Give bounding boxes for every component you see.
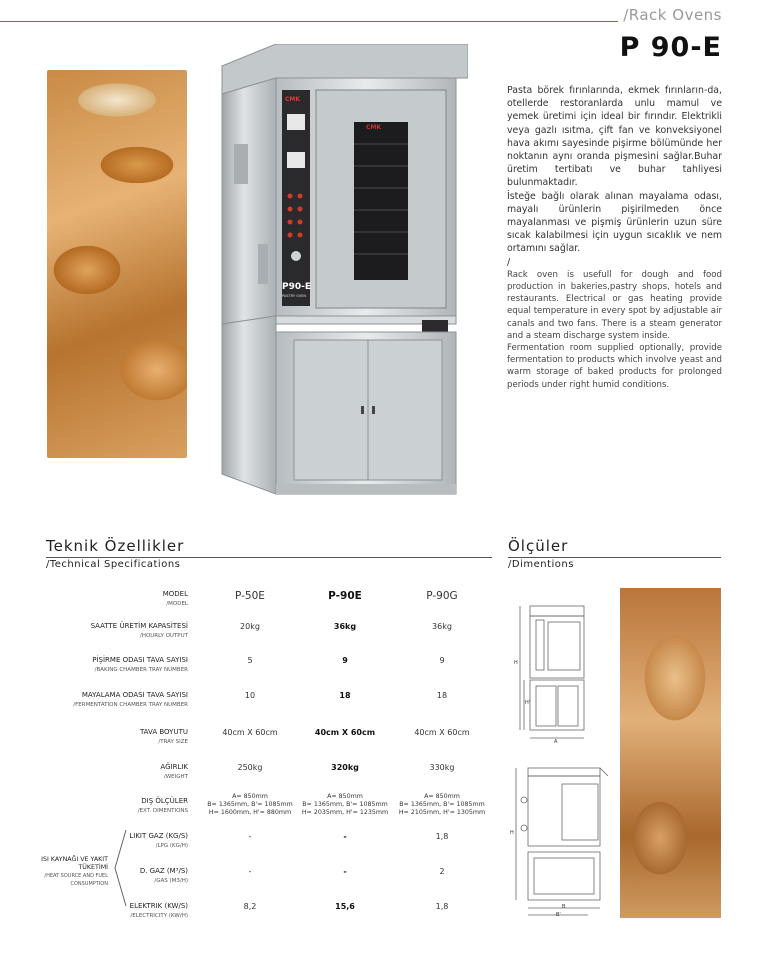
row-label-en: /TRAY SIZE	[158, 739, 188, 745]
row-label-en: /FERMENTATION CHAMBER TRAY NUMBER	[73, 702, 188, 708]
row-label: AĞIRLIK	[160, 763, 188, 771]
dim-label-bp: B'	[556, 912, 561, 918]
row-label: LIKIT GAZ (KG/S)	[129, 832, 188, 840]
row-label-en: /BAKING CHAMBER TRAY NUMBER	[94, 667, 188, 673]
tech-title: Teknik Özellikler	[46, 537, 185, 555]
row-label: ELEKTRIK (KW/S)	[129, 902, 188, 910]
row-label: SAATTE ÜRETİM KAPASİTESİ	[90, 622, 188, 630]
cell: P-90G	[426, 590, 458, 602]
row-label: MAYALAMA ODASI TAVA SAYISI	[81, 691, 188, 699]
cell: 250kg	[237, 763, 263, 772]
dim-label-a: A	[554, 739, 558, 745]
cell: A= 850mm B= 1365mm, B'= 1085mm H= 2035mm, H'= 1235mm	[301, 793, 389, 816]
cell: P-50E	[235, 590, 265, 602]
description-tr-2: İsteğe bağlı olarak alınan mayalama odası, mayalı ürünlerin pişirilmeden önce mayalanması ve pişmiş ürünlerin uzun süre sıcak kalabilmesi için uygun sıcaklık ve nem ortamını sağlar.	[507, 190, 722, 255]
cell: 36kg	[333, 622, 357, 631]
cell: 330kg	[429, 763, 455, 772]
cell: 18	[436, 691, 448, 700]
oven-drawing	[218, 44, 468, 499]
cell: P-90E	[328, 590, 362, 602]
cell: 36kg	[432, 622, 452, 631]
cell: -	[248, 867, 252, 876]
dim-label-b: B	[562, 904, 566, 910]
cell: 320kg	[331, 763, 359, 772]
cell: 2	[439, 867, 445, 876]
group-bracket	[112, 828, 128, 908]
cell: 1,8	[435, 902, 449, 911]
cell: 20kg	[240, 622, 260, 631]
row-label-en: /EXT. DIMENTIONS	[137, 808, 188, 814]
cell: 40cm X 60cm	[314, 728, 376, 737]
oven-brand: CMK	[285, 96, 301, 103]
tech-rule	[46, 557, 492, 558]
heat-source-label: ISI KAYNAĞI VE YAKIT TÜKETİMİ	[41, 856, 108, 871]
cell: 15,6	[335, 902, 355, 911]
dims-title: Ölçüler	[508, 537, 569, 555]
cell: 40cm X 60cm	[222, 728, 278, 737]
row-label-en: /WEIGHT	[163, 774, 188, 780]
cell: 18	[339, 691, 351, 700]
heat-source-group	[30, 856, 108, 888]
cell: 8,2	[243, 902, 257, 911]
cell: -	[343, 832, 347, 841]
row-label-en: /HOURLY OUTPUT	[139, 633, 188, 639]
row-label-en: /MODEL	[166, 601, 188, 607]
row-label: MODEL	[162, 590, 188, 598]
section-tag: /Rack Ovens	[623, 6, 722, 24]
cell: 9	[342, 656, 348, 665]
dim-label-h: H	[514, 660, 518, 666]
bread-photo	[620, 588, 721, 918]
cell: 1,8	[435, 832, 449, 841]
row-label: TAVA BOYUTU	[139, 728, 188, 736]
dims-subtitle: /Dimentions	[508, 559, 574, 570]
side-view-drawing	[508, 760, 613, 920]
front-view-drawing	[508, 600, 608, 750]
description-tr-1: Pasta börek fırınlarında, ekmek fırınların-da, otellerde restoranlarda unlu mamul ve yemek üretimi için ideal bir fırındır. Elektrikli veya gazlı ısıtma, çift fan ve konveksiyonel hava akımı sayesinde pişirme bölümünde her noktanın aynı oranda pişmesini sağlar.Buhar üretim tertibatı ve buhar tahliyesi bulunmaktadır.	[507, 85, 722, 189]
row-label: D. GAZ (M³/S)	[139, 867, 188, 875]
tech-subtitle: /Technical Specifications	[46, 559, 181, 570]
spec-table	[0, 580, 500, 920]
row-label-en: /ELECTRICITY (KW/H)	[130, 913, 188, 919]
product-description	[507, 84, 722, 391]
cell: 9	[439, 656, 445, 665]
oven-illustration	[218, 44, 468, 499]
cell: 5	[247, 656, 253, 665]
croissant-photo	[47, 70, 187, 458]
description-separator: /	[507, 256, 511, 268]
cell: -	[343, 867, 347, 876]
row-label: PİŞİRME ODASI TAVA SAYISI	[92, 656, 188, 664]
oven-model-label: P90-E	[282, 282, 312, 292]
side-view-svg	[508, 760, 613, 920]
row-label-en: /GAS (M3/H)	[154, 878, 188, 884]
model-title: P 90-E	[619, 32, 722, 63]
row-label-en: /LPG (KG/H)	[155, 843, 188, 849]
row-label: DIŞ ÖLÇÜLER	[141, 797, 188, 805]
cell: A= 850mm B= 1365mm, B'= 1085mm H= 1600mm, H'= 880mm	[207, 793, 293, 816]
description-en-1: Rack oven is usefull for dough and food production in bakeries,pastry shops, hotels and restaurants. Electrical or gas heating provide equal temperature in every spot by adjustable air canals and two fans. There is a steam generator and a steam discharge system inside.	[507, 269, 722, 341]
oven-door-brand: CMK	[366, 124, 382, 131]
dim-label-hp: H'	[525, 700, 531, 706]
header-rule	[0, 21, 618, 22]
cell: A= 850mm B= 1365mm, B'= 1085mm H= 2105mm, H'= 1305mm	[398, 793, 486, 816]
cell: 10	[244, 691, 256, 700]
dims-rule	[508, 557, 721, 558]
front-view-svg	[508, 600, 608, 750]
oven-model-sub: PASTRY OVEN	[282, 294, 307, 298]
description-en-2: Fermentation room supplied optionally, provide fermentation to products which involve yeast and warm storage of baked products for prolonged periods under right humid conditions.	[507, 343, 722, 390]
cell: -	[248, 832, 252, 841]
dim-label-h2: H	[510, 830, 514, 836]
heat-source-label-en: /HEAT SOURCE AND FUEL CONSUMPTION	[44, 873, 108, 887]
cell: 40cm X 60cm	[414, 728, 470, 737]
